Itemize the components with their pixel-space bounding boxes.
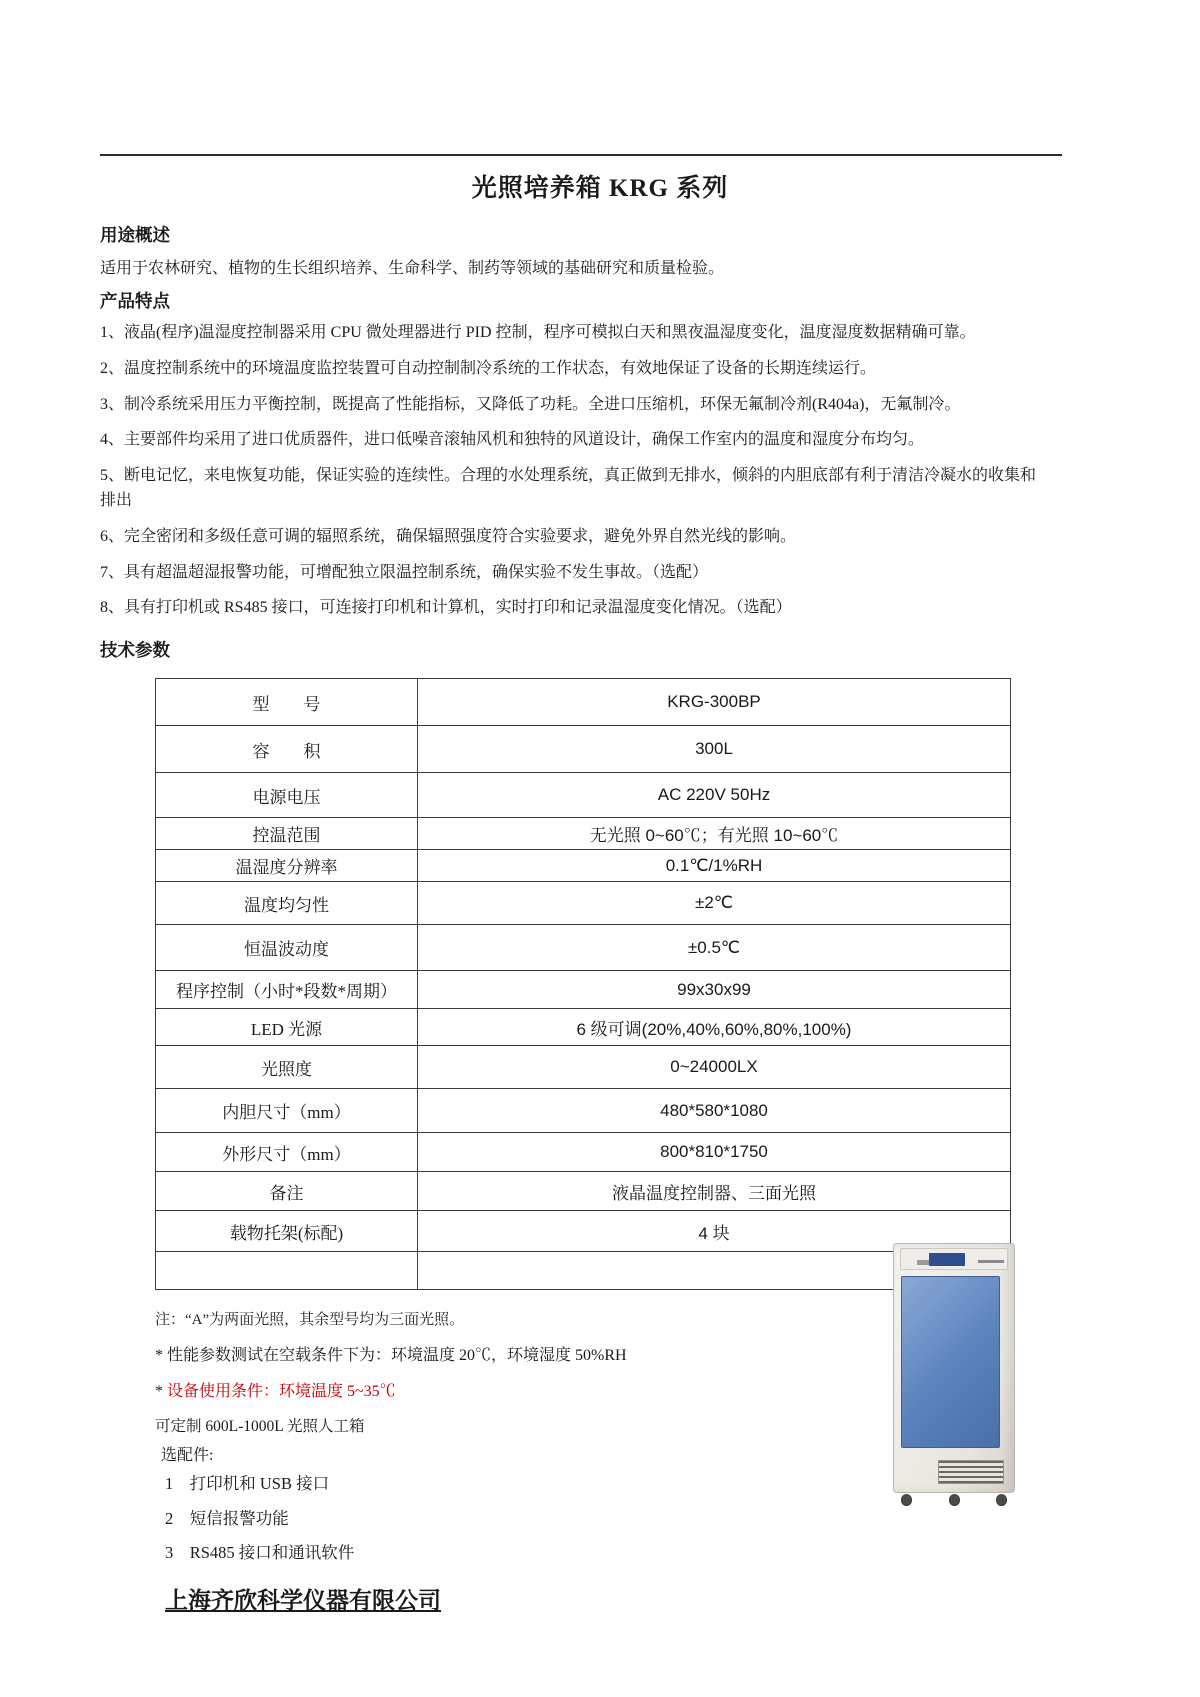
caster-wheel (949, 1494, 960, 1505)
table-row (156, 726, 1011, 773)
spec-label-cell: 型 号 (156, 679, 418, 726)
spec-value-cell: ±2℃ (418, 882, 1011, 925)
spec-label-cell: 温湿度分辨率 (156, 850, 418, 882)
option-item: 2 短信报警功能 (165, 1508, 289, 1528)
options-heading: 选配件: (161, 1447, 214, 1465)
feature-item: 2、温度控制系统中的环境温度监控装置可自动控制制冷系统的工作状态，有效地保证了设备的长期连续运行。 (100, 359, 877, 377)
note-custom-sizes: 可定制 600L-1000L 光照人工箱 (155, 1418, 365, 1436)
option-item: 1 打印机和 USB 接口 (165, 1474, 330, 1494)
spec-label-cell: 电源电压 (156, 773, 418, 818)
incubator-control-panel (900, 1248, 1008, 1270)
table-row (156, 818, 1011, 850)
incubator-body (893, 1243, 1015, 1493)
table-row (156, 882, 1011, 925)
table-row (156, 1009, 1011, 1046)
spec-label-cell: 容 积 (156, 726, 418, 773)
option-item: 3 RS485 接口和通讯软件 (165, 1542, 355, 1562)
caster-wheel (996, 1494, 1007, 1505)
feature-item: 6、完全密闭和多级任意可调的辐照系统，确保辐照强度符合实验要求，避免外界自然光线的影响。 (100, 527, 797, 545)
specs-table (155, 678, 1011, 1290)
table-row (156, 1172, 1011, 1211)
feature-item: 7、具有超温超湿报警功能，可增配独立限温控制系统，确保实验不发生事故。（选配） (100, 563, 709, 581)
spec-label-cell: 程序控制（小时*段数*周期） (156, 971, 418, 1009)
spec-value-cell: 300L (418, 726, 1011, 773)
spec-label-cell: 备注 (156, 1172, 418, 1211)
table-row (156, 925, 1011, 971)
spec-label-cell (156, 1252, 418, 1290)
spec-label-cell: 外形尺寸（mm） (156, 1133, 418, 1172)
spec-value-cell: 480*580*1080 (418, 1089, 1011, 1133)
feature-item: 8、具有打印机或 RS485 接口，可连接打印机和计算机，实时打印和记录温湿度变化情况。（选配） (100, 599, 792, 617)
spec-value-cell: ±0.5℃ (418, 925, 1011, 971)
spec-value-cell: 4 块 (418, 1211, 1011, 1252)
section-specs-heading: 技术参数 (100, 640, 170, 661)
table-row (156, 1133, 1011, 1172)
table-row (156, 1211, 1011, 1252)
spec-label-cell: 内胆尺寸（mm） (156, 1089, 418, 1133)
table-row (156, 1046, 1011, 1089)
spec-label-cell: 恒温波动度 (156, 925, 418, 971)
spec-value-cell: KRG-300BP (418, 679, 1011, 726)
spec-label-cell: LED 光源 (156, 1009, 418, 1046)
company-name: 上海齐欣科学仪器有限公司 (165, 1588, 441, 1614)
feature-item: 5、断电记忆，来电恢复功能，保证实验的连续性。合理的水处理系统，真正做到无排水，倾斜的内胆底部有利于清洁冷凝水的收集和排出 (100, 467, 1037, 509)
page-title: 光照培养箱 KRG 系列 (471, 175, 729, 202)
table-row (156, 850, 1011, 882)
spec-value-cell: 6 级可调(20%,40%,60%,80%,100%) (418, 1009, 1011, 1046)
table-row (156, 1252, 1011, 1290)
spec-value-cell: 液晶温度控制器、三面光照 (418, 1172, 1011, 1211)
incubator-vent-grille (938, 1460, 1004, 1484)
top-divider (100, 154, 1062, 156)
asterisk: * (155, 1383, 163, 1401)
feature-item: 1、液晶(程序)温湿度控制器采用 CPU 微处理器进行 PID 控制，程序可模拟白天和黑夜温湿度变化，温度湿度数据精确可靠。 (100, 324, 976, 341)
spec-value-cell: 99x30x99 (418, 971, 1011, 1009)
spec-label-cell: 控温范围 (156, 818, 418, 850)
table-row (156, 773, 1011, 818)
incubator-door (901, 1276, 1000, 1448)
spec-value-cell: AC 220V 50Hz (418, 773, 1011, 818)
table-row (156, 971, 1011, 1009)
product-image (893, 1243, 1015, 1505)
feature-item: 3、制冷系统采用压力平衡控制，既提高了性能指标，又降低了功耗。全进口压缩机，环保无氟制冷剂(R404a)，无氟制冷。 (100, 395, 961, 413)
spec-value-cell: 0.1℃/1%RH (418, 850, 1011, 882)
incubator-display (929, 1253, 965, 1266)
spec-label-cell: 载物托架(标配) (156, 1211, 418, 1252)
purpose-text: 适用于农林研究、植物的生长组织培养、生命科学、制药等领域的基础研究和质量检验。 (100, 260, 725, 277)
spec-value-cell: 0~24000LX (418, 1046, 1011, 1089)
spec-value-cell: 无光照 0~60℃；有光照 10~60℃ (418, 818, 1011, 850)
note-light-sides: 注：“A”为两面光照，其余型号均为三面光照。 (155, 1312, 465, 1329)
spec-value-cell: 800*810*1750 (418, 1133, 1011, 1172)
note-test-conditions: * 性能参数测试在空载条件下为：环境温度 20℃，环境湿度 50%RH (155, 1347, 627, 1365)
section-purpose-heading: 用途概述 (100, 225, 170, 245)
caster-wheel (901, 1494, 912, 1505)
spec-label-cell: 光照度 (156, 1046, 418, 1089)
section-features-heading: 产品特点 (100, 291, 170, 311)
spec-label-cell: 温度均匀性 (156, 882, 418, 925)
table-row (156, 1089, 1011, 1133)
feature-item: 4、主要部件均采用了进口优质器件，进口低噪音滚轴风机和独特的风道设计，确保工作室内的温度和湿度分布均匀。 (100, 431, 925, 449)
table-row (156, 679, 1011, 726)
usage-conditions-text: 设备使用条件：环境温度 5~35℃ (167, 1383, 396, 1401)
